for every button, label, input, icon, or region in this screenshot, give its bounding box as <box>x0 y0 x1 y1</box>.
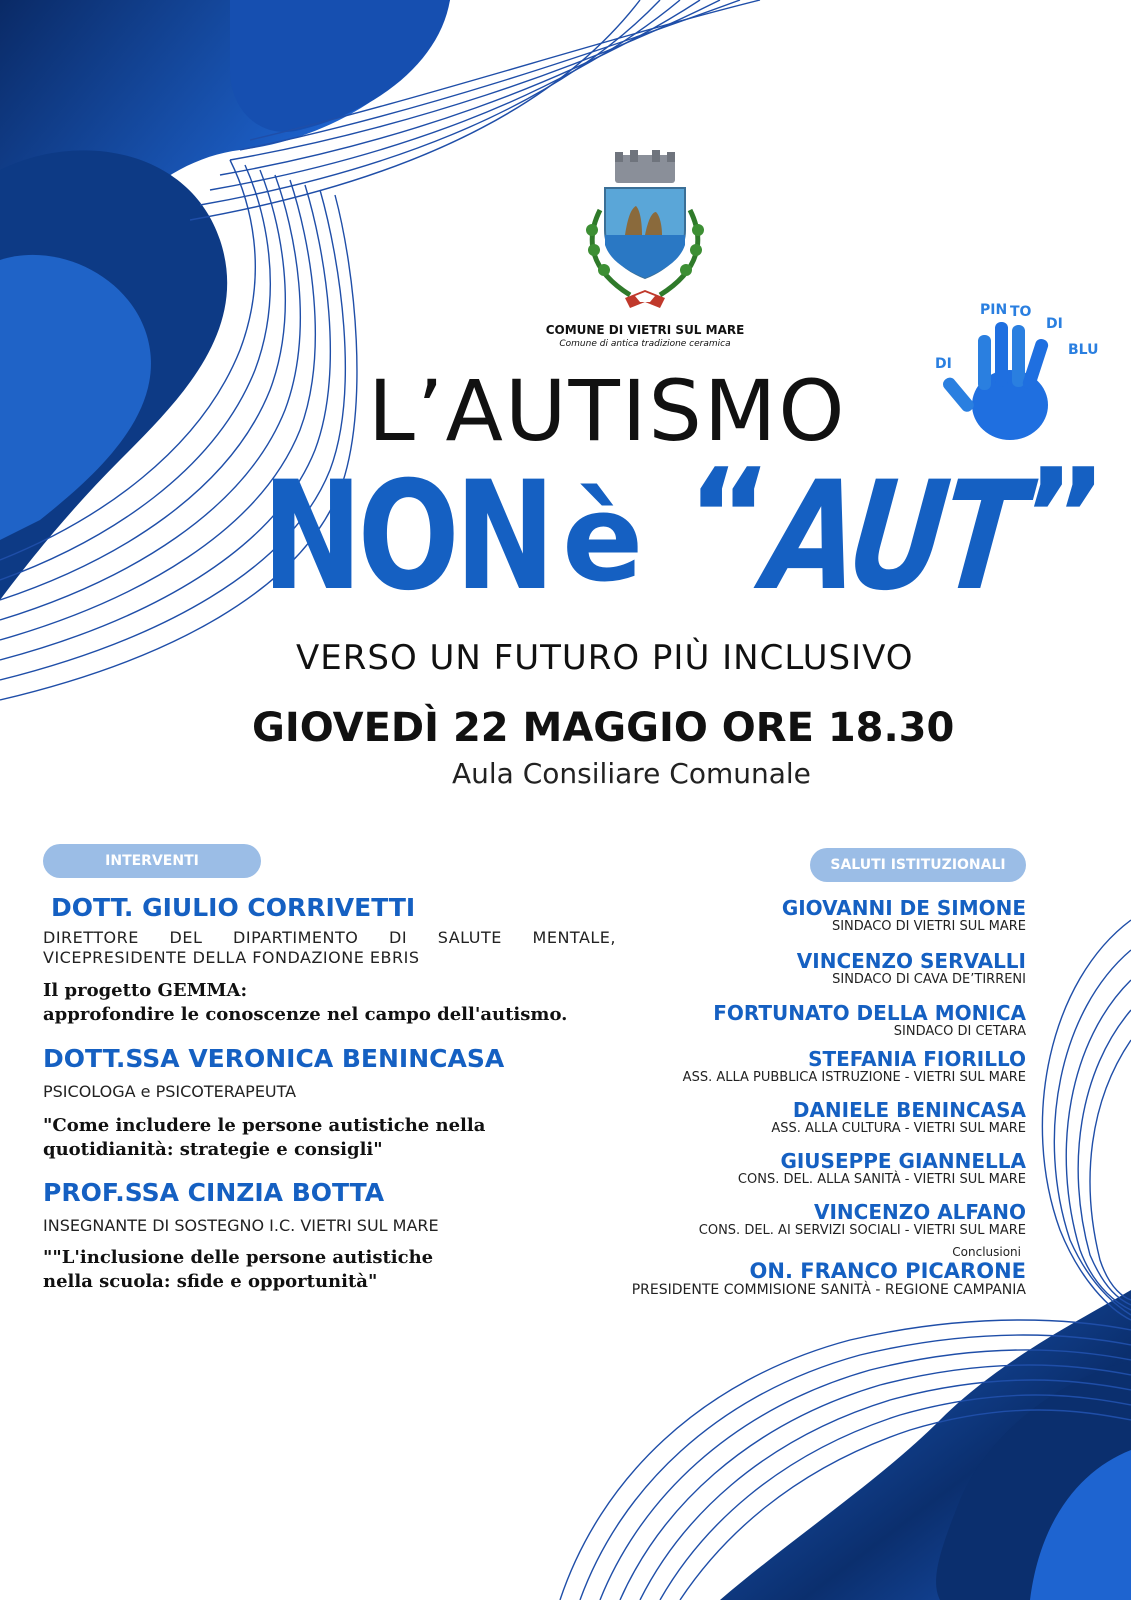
speaker-2-name: DOTT.SSA VERONICA BENINCASA <box>43 1044 505 1073</box>
guest-3-role: SINDACO DI CETARA <box>893 1024 1026 1039</box>
speaker-2-topic-line1: "Come includere le persone autistiche nella <box>43 1115 486 1136</box>
speaker-2-role: PSICOLOGA e PSICOTERAPEUTA <box>43 1082 297 1101</box>
title-quote-open: “ <box>687 440 773 592</box>
municipal-crest <box>570 150 720 320</box>
guest-3 <box>713 1002 1026 1040</box>
event-datetime: GIOVEDÌ 22 MAGGIO ORE 18.30 <box>252 705 955 751</box>
pinto-di-blu-badge <box>930 300 1110 450</box>
badge-word-blu: BLU <box>1068 342 1099 358</box>
logo-tagline: Comune di antica tradizione ceramica <box>559 339 731 349</box>
speaker-2-topic-line2: quotidianità: strategie e consigli" <box>43 1139 383 1160</box>
speaker-3-role: INSEGNANTE DI SOSTEGNO I.C. VIETRI SUL MARE <box>43 1216 439 1235</box>
blue-hand-icon <box>930 300 1110 450</box>
speaker-1-topic-line2: approfondire le conoscenze nel campo dell'autismo. <box>43 1004 568 1025</box>
guest-3-name: FORTUNATO DELLA MONICA <box>713 1001 1026 1025</box>
guest-6-name: GIUSEPPE GIANNELLA <box>780 1149 1026 1173</box>
badge-word-to: TO <box>1010 304 1032 320</box>
speaker-1-role-line2: VICEPRESIDENTE DELLA FONDAZIONE EBRIS <box>43 948 420 967</box>
title-line2 <box>262 440 1122 624</box>
badge-word-di: DI <box>1046 316 1063 332</box>
guest-7 <box>699 1201 1026 1239</box>
speaker-1-topic-line1: Il progetto GEMMA: <box>43 980 248 1001</box>
guest-2 <box>797 950 1026 988</box>
title-non: NON <box>262 450 551 624</box>
guest-2-role: SINDACO DI CAVA DE’TIRRENI <box>832 972 1026 987</box>
badge-word-di-left: DI <box>935 356 952 372</box>
guest-1 <box>782 897 1026 935</box>
crest-icon <box>570 150 720 320</box>
guest-5-role: ASS. ALLA CULTURA - VIETRI SUL MARE <box>771 1121 1026 1136</box>
speaker-3-topic-line2: nella scuola: sfide e opportunità" <box>43 1271 378 1292</box>
guest-2-name: VINCENZO SERVALLI <box>796 949 1026 973</box>
guest-5 <box>771 1099 1026 1137</box>
guest-4-role: ASS. ALLA PUBBLICA ISTRUZIONE - VIETRI SUL MARE <box>682 1070 1026 1085</box>
guest-4-name: STEFANIA FIORILLO <box>808 1047 1026 1071</box>
title-line1: L’AUTISMO <box>368 362 847 460</box>
speaker-1-name: DOTT. GIULIO CORRIVETTI <box>51 893 416 922</box>
guest-1-role: SINDACO DI VIETRI SUL MARE <box>831 919 1026 934</box>
guest-6-role: CONS. DEL. ALLA SANITÀ - VIETRI SUL MARE <box>737 1172 1026 1187</box>
conclusioni-label: Conclusioni <box>952 1245 1021 1259</box>
event-venue: Aula Consiliare Comunale <box>452 757 811 790</box>
guest-final-role: PRESIDENTE COMMISIONE SANITÀ - REGIONE CAMPANIA <box>631 1282 1026 1298</box>
interventi-label: INTERVENTI <box>43 844 261 878</box>
guest-5-name: DANIELE BENINCASA <box>792 1098 1026 1122</box>
badge-word-pin: PIN <box>980 302 1008 318</box>
title-aut: AUT <box>757 450 1030 624</box>
guest-6 <box>738 1150 1026 1188</box>
guest-7-role: CONS. DEL. AI SERVIZI SOCIALI - VIETRI SUL MARE <box>698 1223 1026 1238</box>
title-e: è <box>562 470 644 609</box>
saluti-label: SALUTI ISTITUZIONALI <box>810 848 1026 882</box>
subtitle: VERSO UN FUTURO PIÙ INCLUSIVO <box>296 638 914 678</box>
guest-7-name: VINCENZO ALFANO <box>813 1200 1026 1224</box>
speaker-3-name: PROF.SSA CINZIA BOTTA <box>43 1178 385 1207</box>
guest-final-name: ON. FRANCO PICARONE <box>749 1259 1026 1283</box>
title-quote-close: ” <box>1022 440 1108 592</box>
guest-4 <box>683 1048 1026 1086</box>
logo-name: COMUNE DI VIETRI SUL MARE <box>545 323 745 337</box>
speaker-1-role-line1: DIRETTORE DEL DIPARTIMENTO DI SALUTE MENTALE, <box>43 928 616 947</box>
guest-final <box>632 1260 1026 1298</box>
guest-1-name: GIOVANNI DE SIMONE <box>781 896 1026 920</box>
speaker-3-topic-line1: ""L'inclusione delle persone autistiche <box>43 1247 434 1268</box>
